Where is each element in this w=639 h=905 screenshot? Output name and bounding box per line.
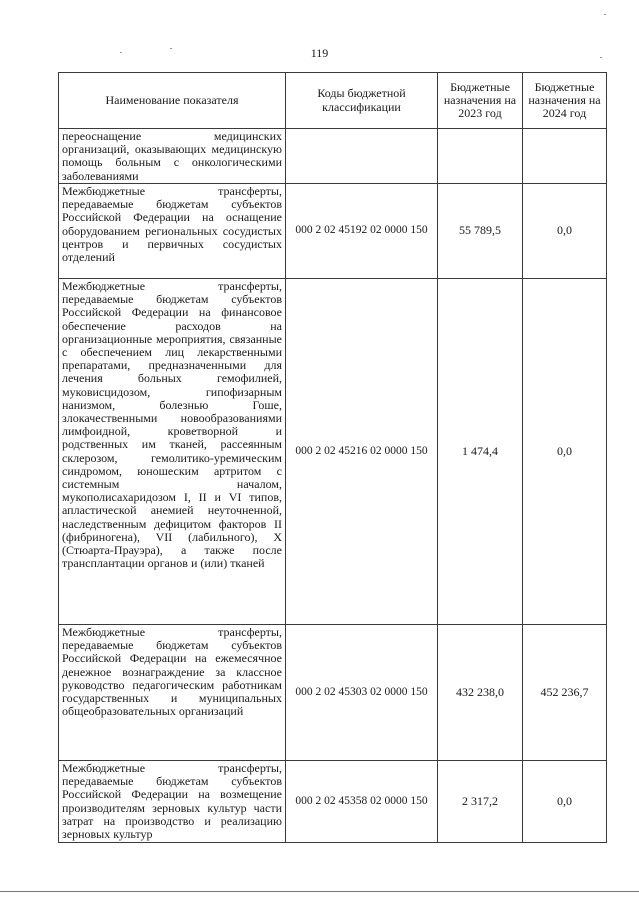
allocation-2024-cell: 0,0 bbox=[523, 761, 607, 843]
table-row bbox=[59, 761, 607, 843]
table-row bbox=[59, 184, 607, 279]
allocation-2023-cell bbox=[438, 129, 523, 184]
allocation-2023-cell: 55 789,5 bbox=[438, 184, 523, 279]
indicator-name-cell: Межбюджетные трансферты, передаваемые бюджетам субъектов Российской Федерации на ежемесячное денежное вознаграждение за классное руководство педагогическим работникам государственных и муниципальных общеобразовательных организаций bbox=[59, 625, 286, 761]
allocation-2024-cell: 0,0 bbox=[523, 279, 607, 625]
page-number: 119 bbox=[310, 46, 329, 60]
budget-code-cell: 000 2 02 45192 02 0000 150 bbox=[286, 184, 438, 279]
table-row bbox=[59, 129, 607, 184]
header-indicator-name: Наименование показателя bbox=[59, 73, 286, 129]
budget-code-cell: 000 2 02 45303 02 0000 150 bbox=[286, 625, 438, 761]
table-header-row bbox=[59, 73, 607, 129]
allocation-2024-cell: 0,0 bbox=[523, 184, 607, 279]
header-allocation-2024: Бюджетные назначения на 2024 год bbox=[523, 73, 607, 129]
allocation-2024-cell bbox=[523, 129, 607, 184]
indicator-name-cell: Межбюджетные трансферты, передаваемые бюджетам субъектов Российской Федерации на финансовое обеспечение расходов на организационные мероприятия, связанные с обеспечением лиц лекарственными препаратами, предназначенными для лечения больных гемофилией, муковисцидозом, гипофизарным нанизмом, болезнью Гоше, злокачественными новообразованиями лимфоидной, кроветворной и родственных им тканей, рассеянным склерозом, гемолитико-уремическим синдромом, юношеским артритом с системным началом, мукополисахаридозом I, II и VI типов, апластической анемией неуточненной, наследственным дефицитом факторов II (фибриногена), VII (лабильного), X (Стюарта-Прауэра), а также после трансплантации органов и (или) тканей bbox=[59, 279, 286, 625]
allocation-2023-cell: 432 238,0 bbox=[438, 625, 523, 761]
header-allocation-2023: Бюджетные назначения на 2023 год bbox=[438, 73, 523, 129]
allocation-2023-cell: 1 474,4 bbox=[438, 279, 523, 625]
indicator-name-cell: Межбюджетные трансферты, передаваемые бюджетам субъектов Российской Федерации на возмещение производителям зерновых культур части затрат на производство и реализацию зерновых культур bbox=[59, 761, 286, 843]
scan-speck bbox=[170, 48, 172, 49]
scan-speck bbox=[600, 57, 602, 58]
header-budget-code: Коды бюджетной классификации bbox=[286, 73, 438, 129]
page-bottom-edge bbox=[0, 891, 639, 892]
scan-speck bbox=[604, 14, 606, 15]
allocation-2024-cell: 452 236,7 bbox=[523, 625, 607, 761]
budget-code-cell: 000 2 02 45216 02 0000 150 bbox=[286, 279, 438, 625]
budget-code-cell: 000 2 02 45358 02 0000 150 bbox=[286, 761, 438, 843]
table-row bbox=[59, 625, 607, 761]
scan-speck bbox=[120, 52, 122, 53]
indicator-name-cell: Межбюджетные трансферты, передаваемые бюджетам субъектов Российской Федерации на оснащение оборудованием региональных сосудистых центров и первичных сосудистых отделений bbox=[59, 184, 286, 279]
indicator-name-cell: переоснащение медицинских организаций, оказывающих медицинскую помощь больным с онкологическими заболеваниями bbox=[59, 129, 286, 184]
table-row bbox=[59, 279, 607, 625]
budget-table bbox=[58, 72, 607, 843]
allocation-2023-cell: 2 317,2 bbox=[438, 761, 523, 843]
budget-code-cell bbox=[286, 129, 438, 184]
